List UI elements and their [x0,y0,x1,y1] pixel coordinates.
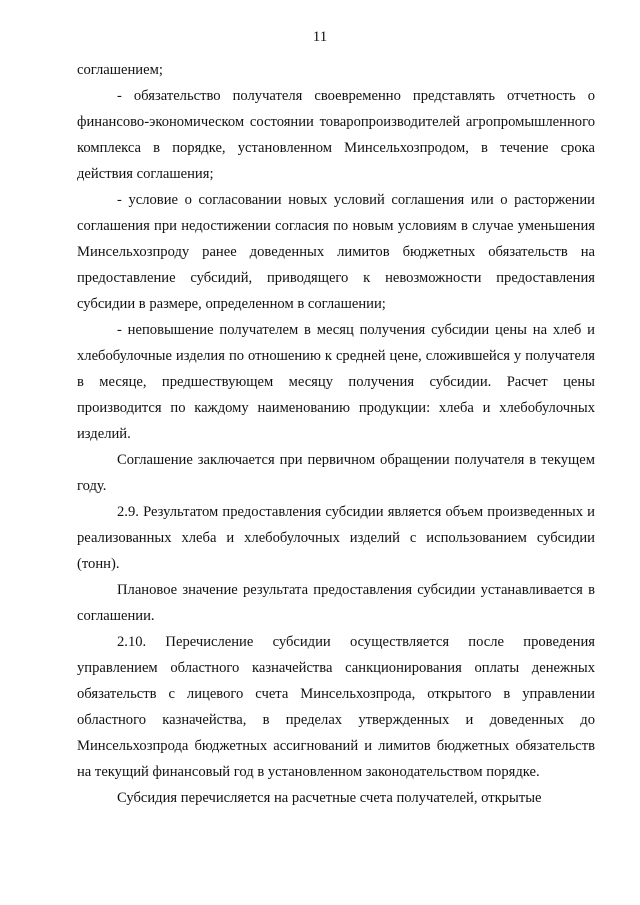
paragraph-bread-price: - неповышение получателем в месяц получения субсидии цены на хлеб и хлебобулочные изделия по отношению к средней цене, сложившейся у получателя в месяце, предшествующем месяцу получения субсидии. Расчет цены производится по каждому наименованию продукции: хлеба и хлебобулочных изделий. [77,322,595,442]
paragraph-agreement-conclusion: Соглашение заключается при первичном обращении получателя в текущем году. [77,452,595,494]
paragraph-continuation: соглашением; [77,62,163,78]
paragraph-reporting-obligation: - обязательство получателя своевременно представлять отчетность о финансово-экономическом состоянии товаропроизводителей агропромышленного комплекса в порядке, установленном Минсельхозпродом, в течение срока действия соглашения; [77,88,595,182]
paragraph-2-10-transfer: 2.10. Перечисление субсидии осуществляется после проведения управлением областного казначейства санкционирования оплаты денежных обязательств с лицевого счета Минсельхозпрода, открытого в управлении областного казначейства, в пределах утвержденных и доведенных до Минсельхозпрода бюджетных ассигнований и лимитов бюджетных обязательств на текущий финансовый год в установленном законодательством порядке. [77,634,595,780]
page-number: 11 [312,29,328,45]
paragraph-2-9-result: 2.9. Результатом предоставления субсидии является объем произведенных и реализованных хлеба и хлебобулочных изделий с использованием субсидии (тонн). [77,504,595,572]
document-body [77,57,595,811]
paragraph-new-conditions: - условие о согласовании новых условий соглашения или о расторжении соглашения при недостижении согласия по новым условиям в случае уменьшения Минсельхозпроду ранее доведенных лимитов бюджетных обязательств на предоставление субсидий, приводящего к невозможности предоставления субсидии в размере, определенном в соглашении; [77,192,595,312]
paragraph-planned-value: Плановое значение результата предоставления субсидии устанавливается в соглашении. [77,582,595,624]
paragraph-subsidy-accounts: Субсидия перечисляется на расчетные счета получателей, открытые [117,790,542,806]
